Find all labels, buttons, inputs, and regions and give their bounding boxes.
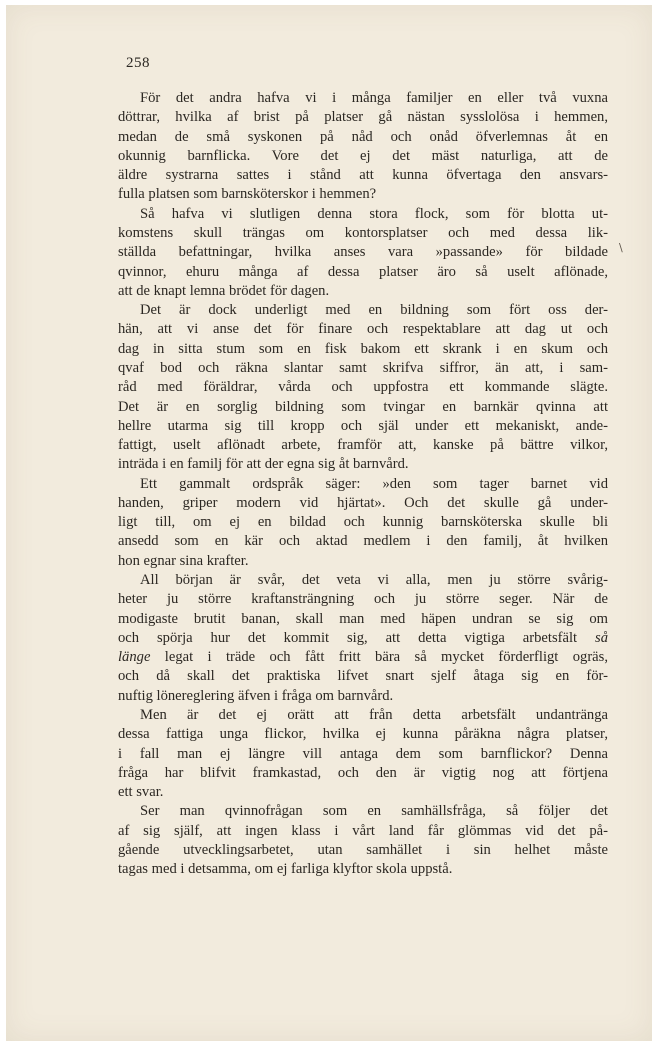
text-line: hän, att vi anse det för finare och respektablare att dag ut och — [118, 321, 608, 338]
text-line: ställda befattningar, hvilka anses vara »passande» för bildade — [118, 244, 608, 261]
text-line: nuftig lönereglering äfven i fråga om barnvård. — [118, 687, 394, 704]
body-text — [118, 89, 608, 880]
text-line: och spörja hur det kommit sig, att detta vigtiga arbetsfält så — [118, 629, 608, 646]
margin-mark: \ — [619, 241, 623, 254]
text-line: Det är en sorglig bildning som tvingar en barnkär qvinna att — [118, 398, 608, 415]
paragraph — [118, 706, 608, 802]
text-line: att de knapt lemna brödet för dagen. — [118, 282, 330, 299]
text-line: och då skall det praktiska lifvet snart sjelf åtaga sig en för- — [118, 668, 608, 685]
paragraph — [118, 89, 608, 205]
text-line: medan de små syskonen på nåd och onåd öfverlemnas åt en — [118, 128, 608, 145]
text-line: modigaste brutit banan, skall man med häpen undran se sig om — [118, 610, 608, 627]
text-line: Det är dock underligt med en bildning som fört oss der- — [140, 302, 608, 319]
text-line: ansedd som en kär och aktad medlem i den familj, åt hvilken — [118, 533, 608, 550]
paragraph — [118, 802, 608, 879]
text-line: tagas med i detsamma, om ej farliga klyftor skola uppstå. — [118, 861, 453, 878]
text-line: döttrar, hvilka af brist på platser gå nästan sysslolösa i hemmen, — [118, 109, 608, 126]
text-line: länge legat i träde och fått fritt bära så mycket förderfligt ogräs, — [118, 649, 608, 666]
paragraph — [118, 301, 608, 475]
text-line: Så hafva vi slutligen denna stora flock, som för blotta ut- — [140, 205, 608, 222]
paragraph — [118, 475, 608, 571]
text-line: fråga har blifvit framkastad, och den är vigtig nog att förtjena — [118, 764, 608, 781]
text-line: För det andra hafva vi i många familjer en eller två vuxna — [140, 90, 608, 106]
book-page — [6, 5, 652, 1041]
paragraph — [118, 205, 608, 301]
text-line: inträda i en familj för att der egna sig åt barnvård. — [118, 456, 409, 473]
text-line: ett svar. — [118, 784, 164, 801]
text-line: All början är svår, det veta vi alla, men ju större svårig- — [140, 572, 608, 589]
paragraph — [118, 571, 608, 706]
text-line: hon egnar sina krafter. — [118, 552, 249, 569]
text-line: råd med föräldrar, vårda och uppfostra ett kommande slägte. — [118, 379, 608, 396]
text-line: ligt till, om ej en bildad och kunnig barnsköterska skulle bli — [118, 514, 608, 531]
text-line: af sig själf, att ingen klass i vårt land får glömmas vid det på- — [118, 822, 608, 839]
text-line: komstens skull trängas om kontorsplatser och med dessa lik- — [118, 224, 608, 241]
text-line: fulla platsen som barnsköterskor i hemmen? — [118, 186, 377, 203]
italic-word: länge — [118, 649, 151, 666]
text-line: qvaf bod och räkna slantar samt skrifva siffror, än att, i sam- — [118, 359, 608, 376]
text-line: fattigt, uselt aflönadt arbete, framför att, kanske på bättre vilkor, — [118, 437, 608, 454]
text-line: hellre utarma sig till kropp och själ under ett mekaniskt, ande- — [118, 417, 608, 434]
text-line: handen, griper modern vid hjärtat». Och det skulle gå under- — [118, 494, 608, 511]
text-line: qvinnor, ehuru många af dessa platser äro så uselt aflönade, — [118, 263, 608, 280]
text-line: dag in sitta stum som en fisk bakom ett skrank i en skum och — [118, 340, 608, 357]
text-line: gående utvecklingsarbetet, utan samhället i sin helhet måste — [118, 841, 608, 858]
text-line: äldre systrarna sattes i stånd att kunna öfvertaga den ansvars- — [118, 167, 608, 184]
text-line: Ser man qvinnofrågan som en samhällsfråga, så följer det — [140, 803, 608, 820]
text-line: okunnig barnflicka. Vore det ej det mäst naturliga, att de — [118, 147, 608, 164]
text-line: heter ju större kraftansträngning och ju större seger. När de — [118, 591, 608, 608]
italic-word: så — [595, 629, 608, 646]
text-line: Men är det ej orätt att från detta arbetsfält undantränga — [140, 707, 608, 723]
page-number: 258 — [126, 55, 150, 71]
text-line: i fall man ej längre vill antaga dem som barnflickor? Denna — [118, 745, 608, 762]
text-line: dessa fattiga unga flickor, hvilka ej kunna påräkna några platser, — [118, 726, 608, 743]
text-line: Ett gammalt ordspråk säger: »den som tager barnet vid — [140, 475, 608, 492]
